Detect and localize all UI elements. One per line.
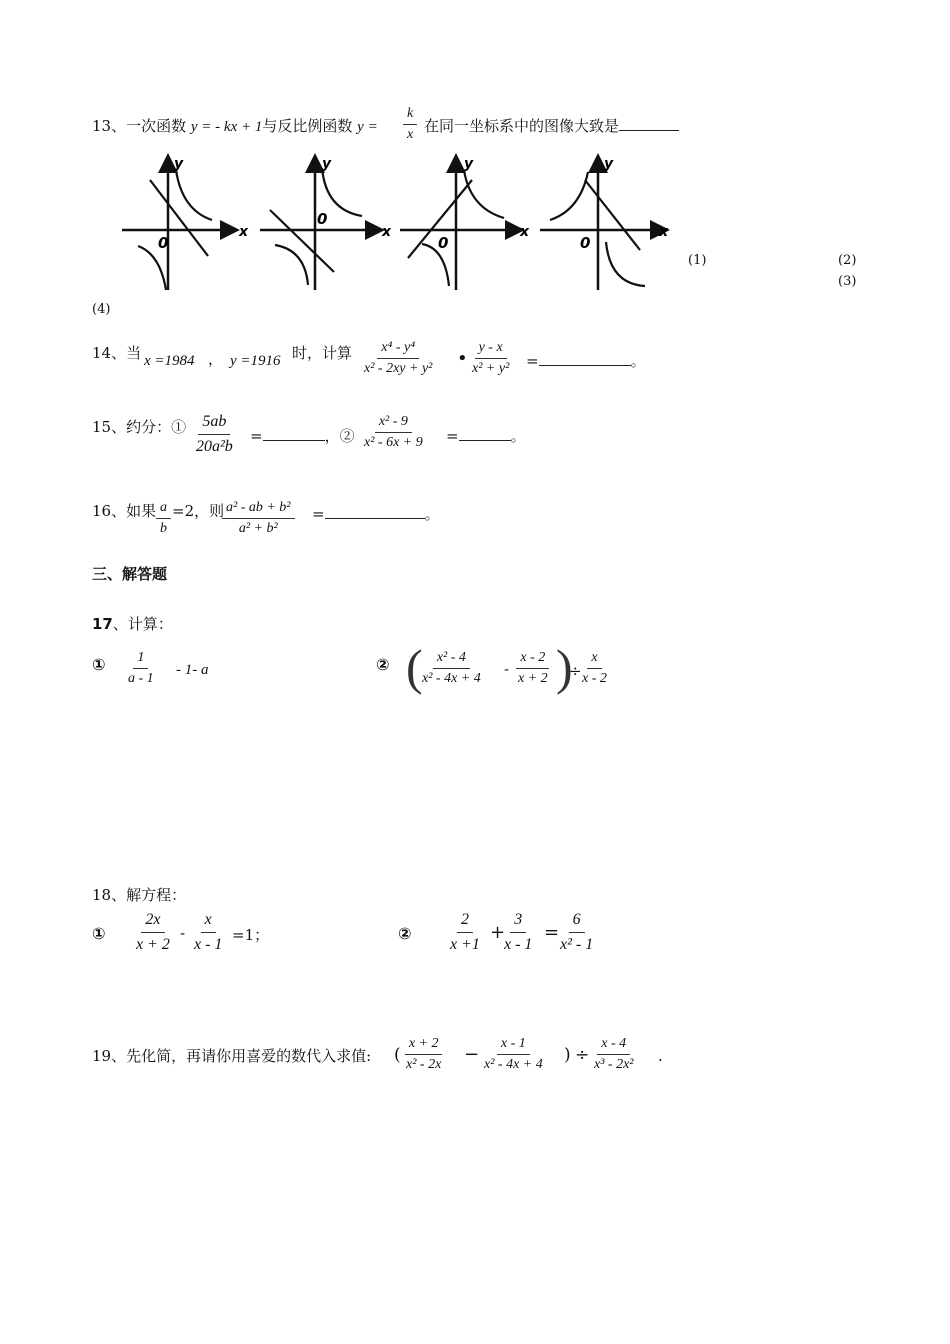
q13-inverse-fraction [403,104,417,145]
q13-number: 13、 [92,117,127,135]
q14-x-value: x =1984 [144,353,195,369]
q16-text: =2，则 [172,502,225,520]
graph-2-axis-x: x [382,224,392,240]
fraction-denominator: x +1 [450,936,480,953]
q14-dot: • [457,348,468,369]
fraction-denominator: b [160,521,167,536]
graph-3-axis-x: x [520,224,530,240]
q18-title: 18、解方程： [92,886,187,904]
q13-label-4: (4) [92,302,111,317]
fraction-denominator: 20a²b [196,438,233,455]
fraction-numerator: a [156,498,171,519]
q14-answer-blank[interactable] [539,353,631,366]
q19-divide: ÷ [575,1045,590,1065]
q18-e1-fraction-1 [132,908,174,957]
fraction-numerator: x² - 4 [433,648,470,669]
graph-4-origin: 0 [580,234,591,252]
q16-period: 。 [424,505,440,523]
fraction-denominator: x + 2 [136,936,170,953]
graph-3 [400,156,530,290]
q13-linear-function: y = - kx + 1 [190,119,263,135]
q13-graphs [110,150,670,300]
q18-e1-fraction-2 [190,908,226,957]
q19-minus: − [464,1044,480,1065]
section-title-answers: 三、解答题 [92,565,168,583]
fraction-numerator: 2x [141,908,164,933]
fraction-numerator: x² - 9 [375,412,412,433]
q17-right-paren: ) [556,639,573,695]
q16-fraction-1 [156,498,171,539]
q16-number: 16、如果 [92,502,157,520]
q16-fraction-2 [222,498,295,539]
q14-equals: = [526,352,539,370]
graph-1-axis-y: y [174,156,184,172]
graph-1-axis-x: x [239,224,249,240]
q19-fraction-1 [402,1034,445,1075]
fraction-numerator: x + 2 [405,1034,443,1055]
q15-mid: ，② [324,427,355,445]
fraction-denominator: x - 1 [194,936,223,953]
fraction-denominator: x + 2 [518,671,548,686]
fraction-denominator: x² - 4x + 4 [422,671,481,686]
q13-line [92,115,378,136]
q13-text-2: 与反比例函数 [262,117,353,135]
q18-e1-minus: - [180,924,186,942]
fraction-numerator: x - 1 [497,1034,530,1055]
q13-line-end [424,115,679,136]
q18-e2-fraction-1 [446,908,484,957]
fraction-numerator: x [587,648,601,669]
fraction-denominator: x [407,127,414,142]
q16-answer [312,503,440,524]
q18-equals: = [544,922,560,943]
q17-e2-fraction-3 [578,648,611,689]
fraction-denominator: x - 1 [504,936,533,953]
q17-divide: ÷ [569,662,582,680]
q14-fraction-1 [360,338,436,379]
q13-label-3: (3) [838,274,857,289]
q19-fraction-2 [480,1034,547,1075]
q17-number: 17 [92,615,113,633]
fraction-denominator: x² - 4x + 4 [484,1057,543,1072]
fraction-numerator: x - 4 [597,1034,630,1055]
q18-circled-1: ① [92,924,106,943]
q13-answer-blank[interactable] [619,118,679,131]
fraction-numerator: x⁴ - y⁴ [377,338,419,359]
q17-e1-fraction [124,648,158,689]
fraction-denominator: x² + y² [472,361,510,376]
fraction-numerator: x - 2 [516,648,549,669]
q15-answer-1 [250,425,355,446]
q18-plus: + [490,922,506,943]
q13-inverse-lhs: y = [357,119,378,135]
fraction-denominator: a² + b² [238,521,278,536]
q14-text: 时，计算 [292,344,353,362]
fraction-denominator: x³ - 2x² [594,1057,634,1072]
q15-blank-2[interactable] [459,428,511,441]
q15-number: 15、约分：① [92,418,187,436]
q17-title [92,613,173,634]
graph-4-axis-y: y [604,156,614,172]
graph-1-origin: 0 [158,234,169,252]
q17-e1-tail: - 1- a [176,662,209,678]
q14-line [92,342,141,363]
graph-3-origin: 0 [438,234,449,252]
q19-left-paren: ( [394,1045,401,1065]
graph-2 [260,156,392,290]
q17-circled-1: ① [92,655,106,674]
q15-equals-1: = [250,427,263,445]
q19-text: 19、先化简，再请你用喜爱的数代入求值: [92,1047,372,1065]
q17-e2-fraction-2 [514,648,552,689]
q14-y-value: y =1916 [230,353,281,369]
q17-circled-2: ② [376,655,390,674]
q17-left-paren: ( [406,639,423,695]
q16-answer-blank[interactable] [325,506,425,519]
fraction-numerator: 1 [133,648,148,669]
graph-1 [122,156,249,290]
q13-text-1: 一次函数 [126,117,187,135]
q13-text-3: 在同一坐标系中的图像大致是 [424,117,620,135]
fraction-denominator: a - 1 [128,671,154,686]
graph-2-origin: 0 [317,210,328,228]
q18-e2-fraction-3 [556,908,597,957]
q15-blank-1[interactable] [263,428,325,441]
q15-fraction-1 [192,410,237,459]
q15-equals-2: = [446,427,459,445]
q19-right-paren: ) [564,1045,571,1065]
fraction-numerator: 2 [457,908,473,933]
fraction-numerator: y - x [475,338,507,359]
q14-fraction-2 [468,338,513,379]
fraction-numerator: 3 [510,908,526,933]
fraction-numerator: k [403,104,417,125]
fraction-denominator: x - 2 [582,671,607,686]
q14-answer [526,350,646,371]
q17-label: 、计算： [112,615,173,633]
q18-e1-tail: =1； [232,926,270,944]
q17-minus: - [504,660,510,678]
q19-fraction-3 [590,1034,637,1075]
graph-4 [540,156,669,290]
q15-fraction-2 [360,412,427,453]
q15-period: 。 [510,427,526,445]
q15-answer-2 [446,425,526,446]
fraction-denominator: x² - 2x [406,1057,442,1072]
q14-comma: ， [208,350,224,368]
fraction-denominator: x² - 6x + 9 [364,435,423,450]
q14-period: 。 [630,352,646,370]
graph-4-axis-x: x [659,224,669,240]
fraction-numerator: 5ab [198,410,230,435]
q14-number: 14、当 [92,344,142,362]
fraction-denominator: x² - 2xy + y² [364,361,433,376]
q17-e2-fraction-1 [418,648,485,689]
q13-label-1: (1) [688,253,707,268]
fraction-denominator: x² - 1 [560,936,594,953]
fraction-numerator: a² - ab + b² [222,498,295,519]
q13-label-2: (2) [838,253,857,268]
graph-2-axis-y: y [322,156,332,172]
graph-3-axis-y: y [464,156,474,172]
q16-equals: = [312,505,325,523]
q18-e2-fraction-2 [500,908,536,957]
q18-circled-2: ② [398,924,412,943]
q19-period: . [658,1047,663,1065]
fraction-numerator: x [201,908,216,933]
fraction-numerator: 6 [569,908,585,933]
